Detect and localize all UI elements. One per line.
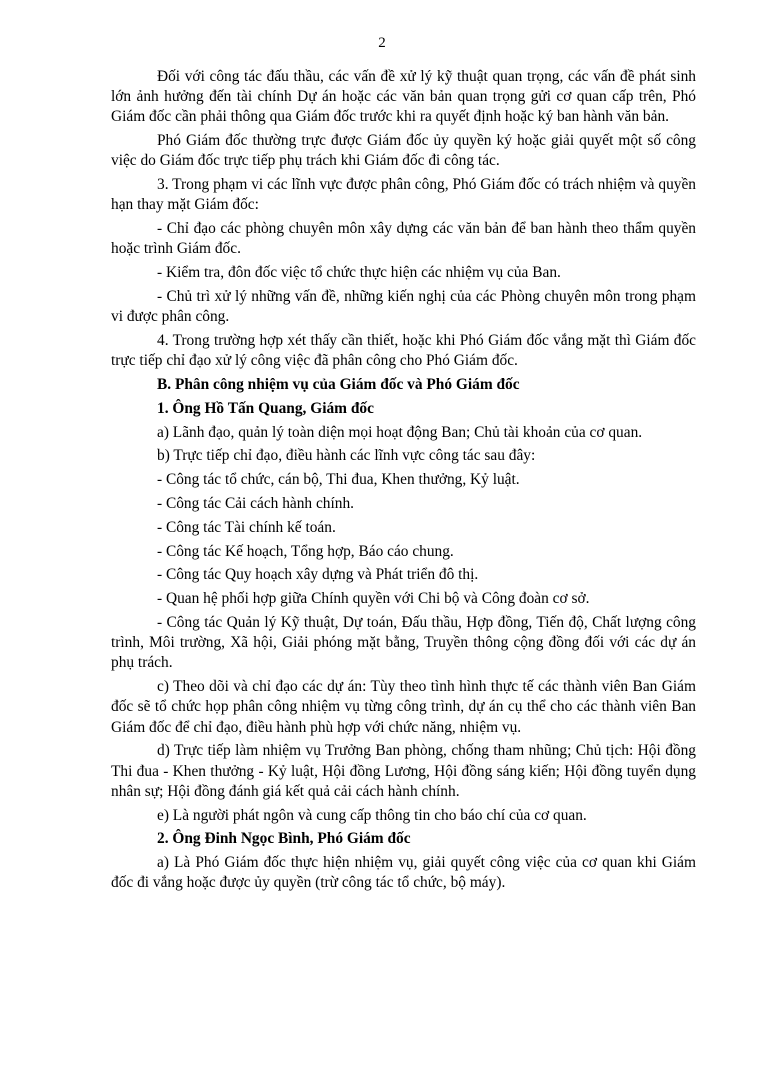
paragraph: - Chỉ đạo các phòng chuyên môn xây dựng các văn bản để ban hành theo thẩm quyền hoặc trình Giám đốc. <box>111 220 696 258</box>
paragraph: d) Trực tiếp làm nhiệm vụ Trưởng Ban phòng, chống tham nhũng; Chủ tịch: Hội đồng Thi đua - Khen thưởng - Kỷ luật, Hội đồng Lương, Hội đồng sáng kiến; Hội đồng tuyển dụng nhân sự; Hội đồng đánh giá kết quả cải cách hành chính. <box>111 742 696 800</box>
page-number: 2 <box>378 35 386 51</box>
paragraph: - Công tác Quy hoạch xây dựng và Phát triển đô thị. <box>157 566 479 584</box>
section-heading: B. Phân công nhiệm vụ của Giám đốc và Phó Giám đốc <box>157 376 520 393</box>
paragraph: Phó Giám đốc thường trực được Giám đốc ủy quyền ký hoặc giải quyết một số công việc do Giám đốc trực tiếp phụ trách khi Giám đốc đi công tác. <box>111 132 696 170</box>
paragraph: e) Là người phát ngôn và cung cấp thông tin cho báo chí của cơ quan. <box>157 806 587 824</box>
paragraph: - Công tác Cải cách hành chính. <box>157 494 355 512</box>
paragraph: Đối với công tác đấu thầu, các vấn đề xử lý kỹ thuật quan trọng, các vấn đề phát sinh lớn ảnh hưởng đến tài chính Dự án hoặc các văn bản quan trọng gửi cơ quan cấp trên, Phó Giám đốc cần phải thông qua Giám đốc trước khi ra quyết định hoặc ký ban hành văn bản. <box>111 68 696 126</box>
paragraph: a) Lãnh đạo, quản lý toàn diện mọi hoạt động Ban; Chủ tài khoản của cơ quan. <box>157 423 643 441</box>
document-body <box>111 67 696 897</box>
section-heading: 1. Ông Hồ Tấn Quang, Giám đốc <box>157 399 374 417</box>
paragraph: - Công tác Quản lý Kỹ thuật, Dự toán, Đấu thầu, Hợp đồng, Tiến độ, Chất lượng công trình, Môi trường, Xã hội, Giải phóng mặt bằng, Truyền thông cộng đồng đối với các dự án phụ trách. <box>111 613 696 672</box>
paragraph: - Kiểm tra, đôn đốc việc tổ chức thực hiện các nhiệm vụ của Ban. <box>157 264 561 282</box>
paragraph: - Công tác Tài chính kế toán. <box>157 518 336 536</box>
paragraph: b) Trực tiếp chỉ đạo, điều hành các lĩnh vực công tác sau đây: <box>157 447 536 465</box>
paragraph: a) Là Phó Giám đốc thực hiện nhiệm vụ, giải quyết công việc của cơ quan khi Giám đốc đi vắng hoặc được ủy quyền (trừ công tác tổ chức, bộ máy). <box>111 854 696 892</box>
section-heading: 2. Ông Đinh Ngọc Bình, Phó Giám đốc <box>157 830 411 848</box>
paragraph: 3. Trong phạm vi các lĩnh vực được phân công, Phó Giám đốc có trách nhiệm và quyền hạn thay mặt Giám đốc: <box>111 176 696 214</box>
paragraph: 4. Trong trường hợp xét thấy cần thiết, hoặc khi Phó Giám đốc vắng mặt thì Giám đốc trực tiếp chỉ đạo xử lý công việc đã phân công cho Phó Giám đốc. <box>111 332 696 370</box>
paragraph: - Công tác tổ chức, cán bộ, Thi đua, Khen thưởng, Kỷ luật. <box>157 471 520 489</box>
paragraph: - Công tác Kế hoạch, Tổng hợp, Báo cáo chung. <box>157 542 454 560</box>
paragraph: - Chủ trì xử lý những vấn đề, những kiến nghị của các Phòng chuyên môn trong phạm vi được phân công. <box>111 288 696 326</box>
paragraph: c) Theo dõi và chỉ đạo các dự án: Tùy theo tình hình thực tế các thành viên Ban Giám đốc sẽ tổ chức họp phân công nhiệm vụ từng công trình, dự án cụ thể cho các thành viên Ban Giám đốc để chỉ đạo, điều hành phù hợp với chức năng, nhiệm vụ. <box>111 678 696 736</box>
paragraph: - Quan hệ phối hợp giữa Chính quyền với Chi bộ và Công đoàn cơ sở. <box>157 590 590 608</box>
